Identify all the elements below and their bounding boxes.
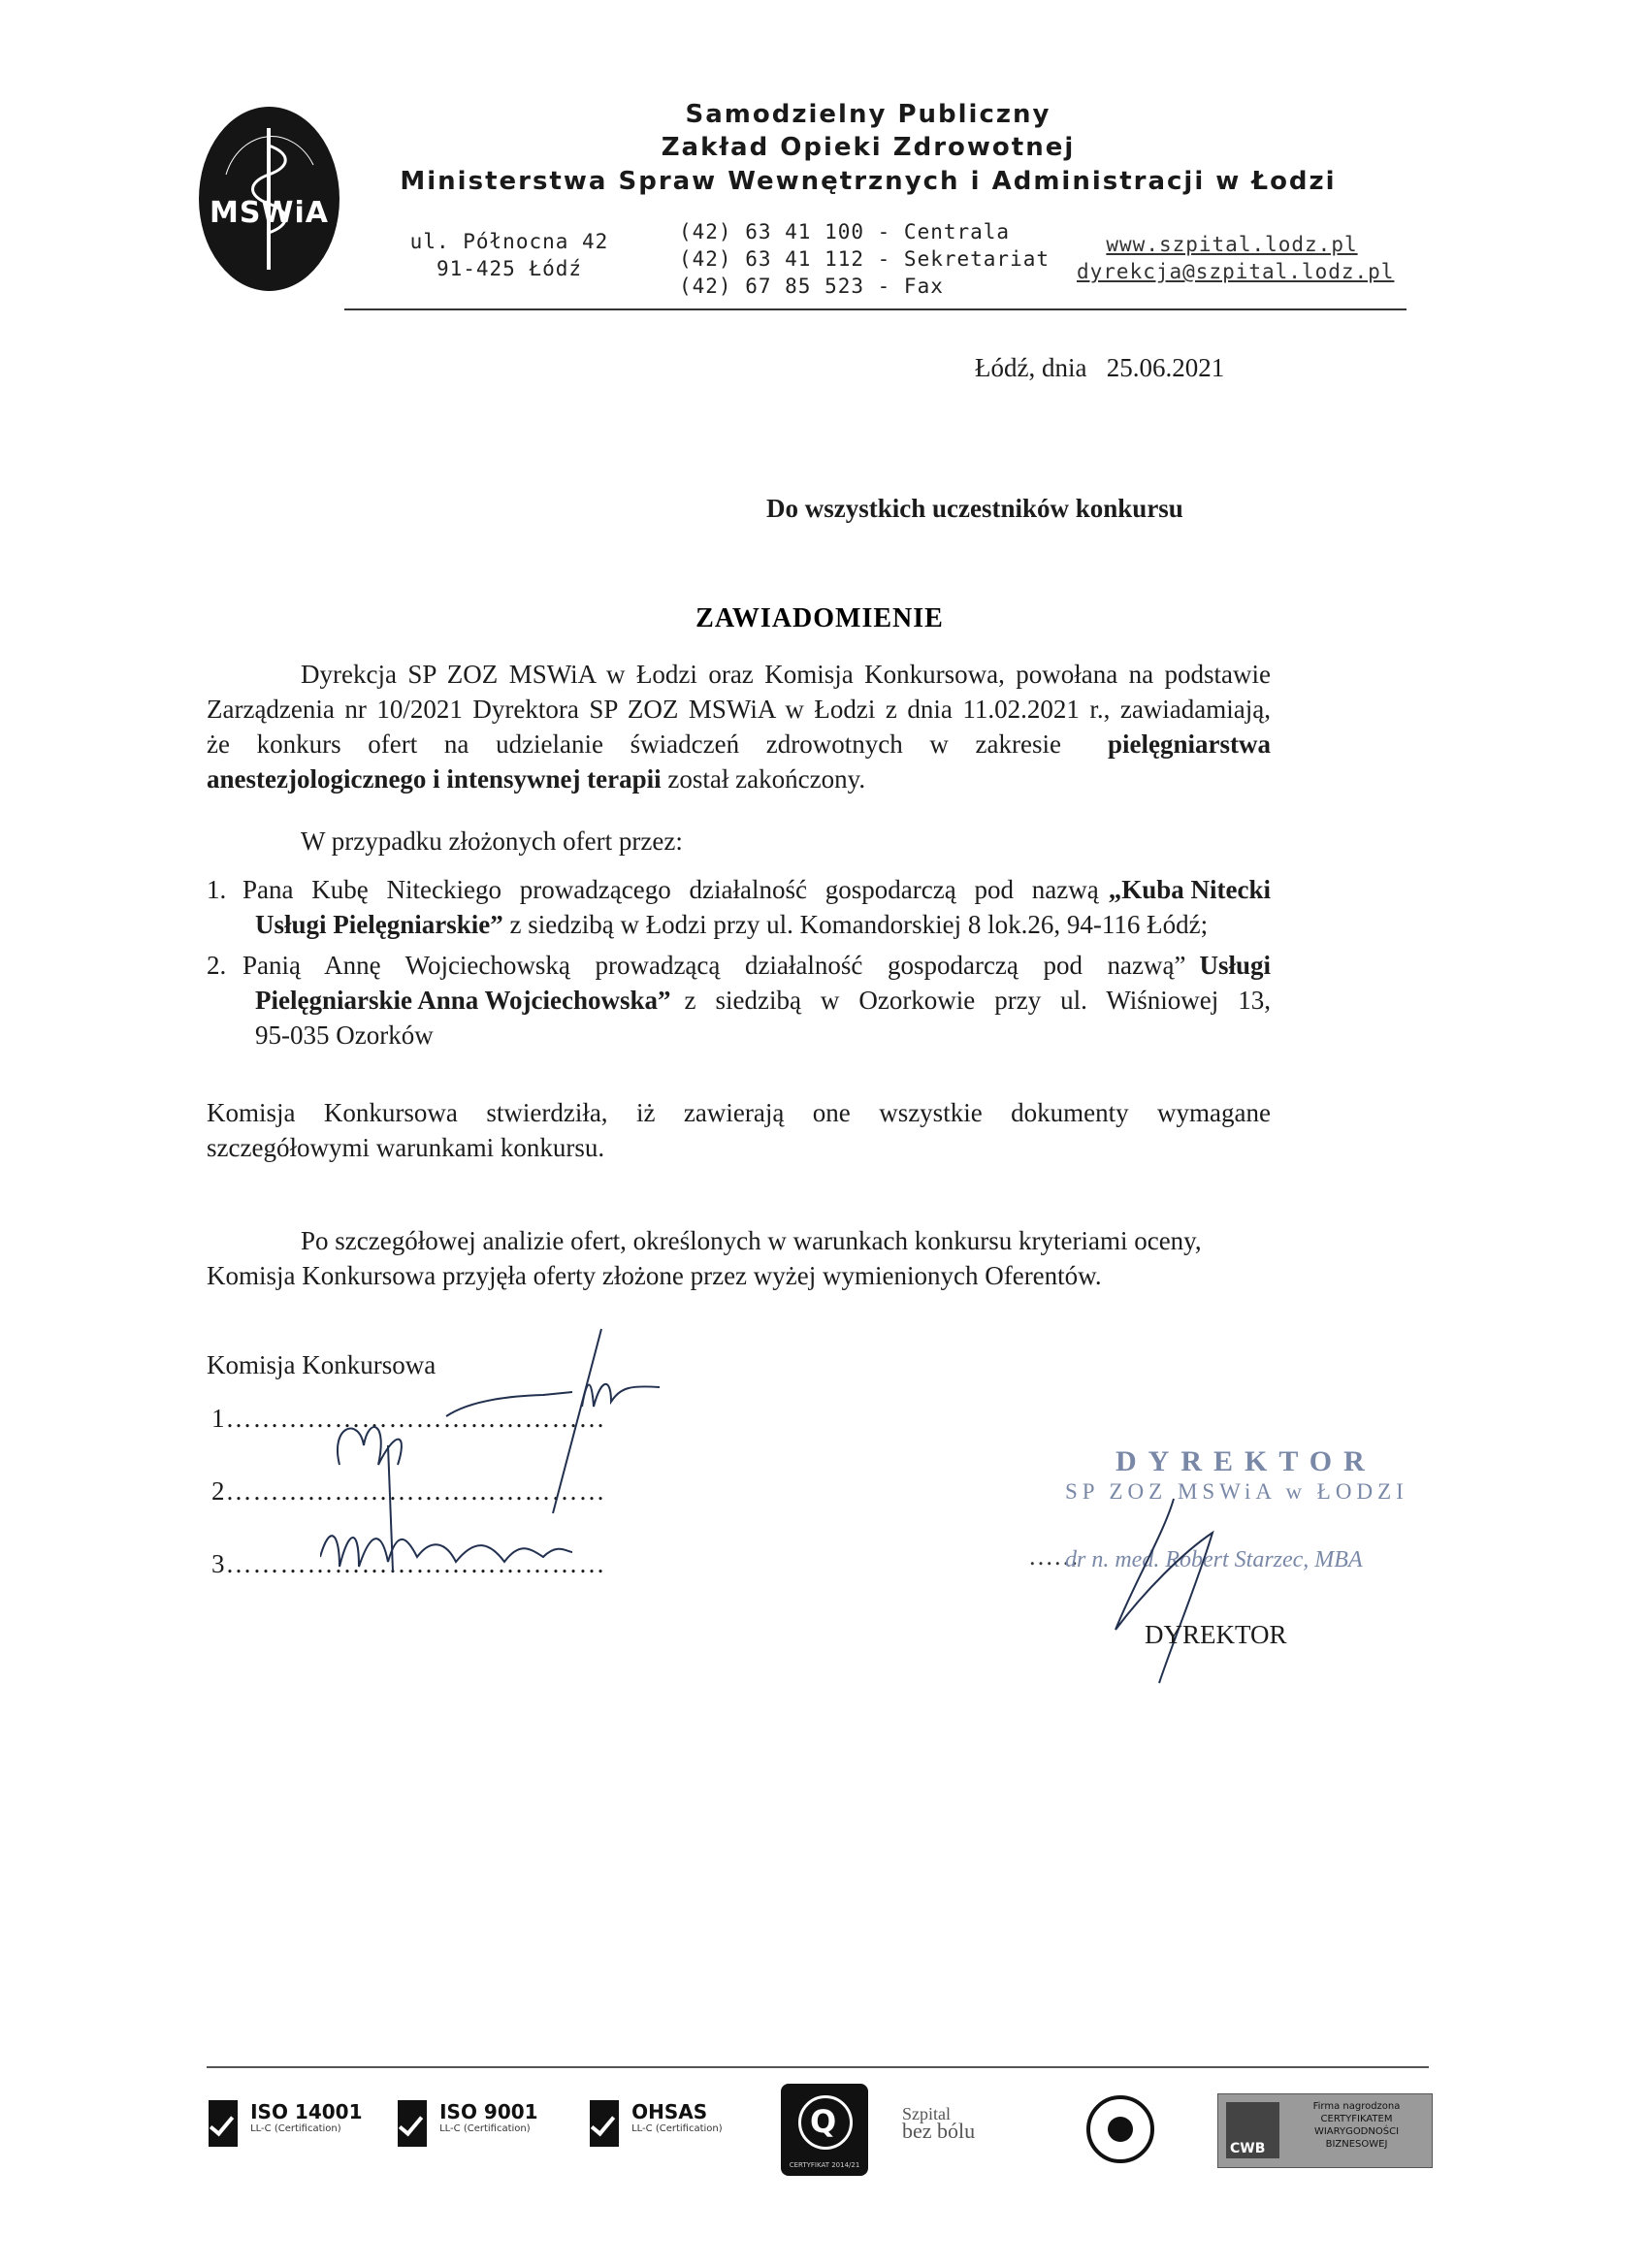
item2-line1-bold: Usługi [1199,951,1271,980]
cert-sub: LL-C (Certification) [250,2123,341,2134]
header-title-line3: Ministerstwa Spraw Wewnętrznych i Administracji w Łodzi [400,167,1337,196]
stamp-title: DYREKTOR [1116,1445,1376,1477]
checkmark-icon [590,2100,619,2147]
letter-addressee: Do wszystkich uczestników konkursu [766,494,1183,523]
szpital-line2: bez bólu [902,2119,976,2143]
director-label: DYREKTOR [1145,1620,1287,1649]
szpital-line1: Szpital [902,2104,951,2123]
stamp-name: dr n. med. Robert Starzec, MBA [1065,1547,1363,1572]
logo-text: MSWiA [209,196,330,230]
para1-line4 [207,762,1271,796]
item1-line1-bold: „Kuba Nitecki [1108,875,1271,904]
committee-signatures [320,1319,708,1610]
cert-name: ISO 9001 [439,2100,538,2123]
phone-sekretariat: (42) 63 41 112 - Sekretariat [679,247,1051,271]
item1-line2 [255,908,1271,942]
email-link[interactable]: dyrekcja@szpital.lodz.pl [1077,260,1395,283]
cert-name: ISO 14001 [250,2100,363,2123]
para3-line2: szczegółowymi warunkami konkursu. [207,1133,605,1162]
item2-line2 [255,984,1271,1018]
address-city: 91-425 Łódź [436,257,583,280]
item2-line3: 95-035 Ozorków [255,1021,434,1050]
phone-fax: (42) 67 85 523 - Fax [679,275,944,298]
director-dots: …… [1028,1542,1079,1571]
item1-line1-text: Pana Kubę Niteckiego prowadzącego działalność gospodarczą pod nazwą [242,875,1099,904]
cwb-line2: CERTYFIKATEM [1320,2114,1393,2124]
signature-line-3: 3…………………………………… [211,1549,606,1578]
committee-label: Komisja Konkursowa [207,1350,436,1379]
cert-sub: LL-C (Certification) [439,2123,531,2134]
contact-block [1077,231,1395,285]
header-title-line1: Samodzielny Publiczny [685,100,1051,129]
para1-line3-text: że konkurs ofert na udzielanie świadczeń zdrowotnych w zakresie [207,729,1061,759]
signature-line-1: 1…………………………………… [211,1404,606,1433]
cert-iso9001 [398,2100,538,2147]
cert-name: OHSAS [631,2100,708,2123]
phone-block [679,218,1050,300]
para1-line1: Dyrekcja SP ZOZ MSWiA w Łodzi oraz Komisja Konkursowa, powołana na podstawie [301,660,1271,689]
para1-line3-bold: pielęgniarstwa [1108,729,1271,759]
cert-ohsas [590,2100,723,2147]
checkmark-icon [209,2100,238,2147]
round-seal-logo [1086,2095,1154,2163]
para1-line3 [207,728,1271,761]
address-block [407,228,611,282]
letter-date: Łódź, dnia 25.06.2021 [975,353,1225,382]
para4-line1: Po szczegółowej analizie ofert, określonych w warunkach konkursu kryteriami oceny, [301,1226,1202,1255]
letter-heading: ZAWIADOMIENIE [695,603,944,633]
header-divider [344,308,1406,310]
header-title-line2: Zakład Opieki Zdrowotnej [661,133,1076,162]
item2-line1 [242,949,1271,983]
para1-line4-text: został zakończony. [661,764,866,794]
signature-line-2: 2…………………………………… [211,1476,606,1506]
mswia-logo [199,107,340,291]
director-signature [1106,1494,1261,1688]
quality-cert-logo [781,2084,868,2176]
para2: W przypadku złożonych ofert przez: [301,826,683,856]
cwb-line3: WIARYGODNOŚCI [1313,2126,1400,2137]
stamp-org: SP ZOZ MSWiA w ŁODZI [1065,1479,1408,1504]
q-cert-text: CERTYFIKAT 2014/21 [789,2161,860,2169]
cwb-line1: Firma nagrodzona [1312,2101,1401,2112]
item2-line1-text: Panią Annę Wojciechowską prowadzącą działalność gospodarczą pod nazwą” [242,951,1186,980]
item1-line1 [242,873,1271,907]
footer-divider [207,2066,1429,2068]
item1-company: Usługi Pielęgniarskie” [255,910,503,939]
item1-number: 1. [207,875,227,904]
address-street: ul. Północna 42 [409,230,609,253]
cert-sub: LL-C (Certification) [631,2123,723,2134]
cwb-line4: BIZNESOWEJ [1325,2139,1388,2150]
para3-line1: Komisja Konkursowa stwierdziła, iż zawierają one wszystkie dokumenty wymagane [207,1098,1271,1127]
cwb-text [1286,2100,1427,2151]
website-link[interactable]: www.szpital.lodz.pl [1106,233,1358,256]
specialty-name: anestezjologicznego i intensywnej terapii [207,764,662,794]
phone-centrala: (42) 63 41 100 - Centrala [679,220,1011,243]
item1-line2-text: z siedzibą w Łodzi przy ul. Komandorskiej 8 lok.26, 94-116 Łódź; [502,910,1209,939]
szpital-bez-bolu-logo [902,2104,976,2143]
cert-iso14001 [209,2100,362,2147]
cwb-certificate-logo [1217,2093,1433,2168]
seal-center-icon [1108,2117,1133,2142]
cwb-logo-text: CWB [1230,2141,1266,2156]
item2-company: Pielęgniarskie Anna Wojciechowska” [255,986,671,1015]
q-letter-icon: Q [810,2103,837,2140]
item2-number: 2. [207,951,227,980]
para1-line2: Zarządzenia nr 10/2021 Dyrektora SP ZOZ MSWiA w Łodzi z dnia 11.02.2021 r., zawiadamiają, [207,695,1271,724]
para4-line2: Komisja Konkursowa przyjęła oferty złożone przez wyżej wymienionych Oferentów. [207,1261,1102,1290]
item2-line2-text: z siedzibą w Ozorkowie przy ul. Wiśniowej 13, [684,986,1271,1015]
checkmark-icon [398,2100,427,2147]
